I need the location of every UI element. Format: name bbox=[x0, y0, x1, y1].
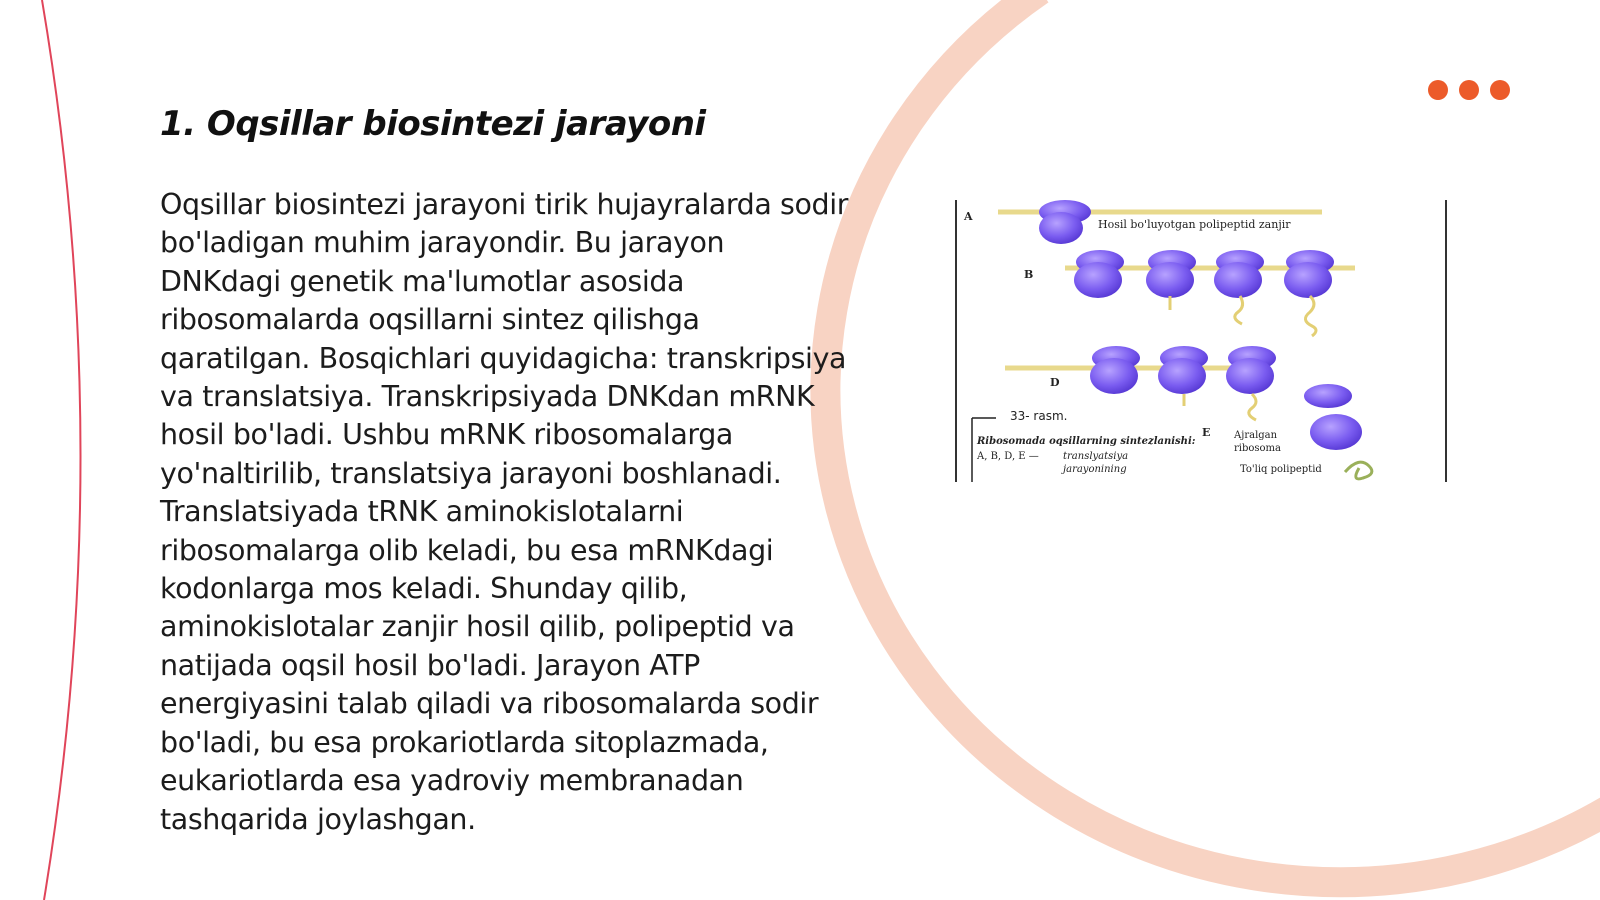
ribosome bbox=[1214, 250, 1264, 298]
ribosome bbox=[1226, 346, 1276, 394]
ribosome bbox=[1074, 250, 1124, 298]
figure-caption-title: Ribosomada oqsillarning sintezlanishi: bbox=[977, 436, 1196, 447]
ribosome-figure bbox=[950, 200, 1450, 482]
ribosome bbox=[1146, 250, 1196, 298]
figure-caption-line: A, B, D, E — bbox=[977, 451, 1039, 462]
left-curve-line bbox=[42, 0, 81, 900]
dot-1 bbox=[1428, 80, 1448, 100]
polypeptide-label: Hosil bo'luyotgan polipeptid zanjir bbox=[1098, 218, 1291, 231]
full-polypeptide-label: To'liq polipeptid bbox=[1240, 464, 1322, 475]
figure-label-a: A bbox=[964, 210, 973, 223]
figure-caption-cut: jarayonining bbox=[1063, 464, 1127, 475]
separated-ribosome-label-1: Ajralgan bbox=[1234, 430, 1278, 441]
figure-label-e: E bbox=[1202, 426, 1211, 439]
ribosome bbox=[1284, 250, 1334, 298]
slide-title: 1. Oqsillar biosintezi jarayoni bbox=[160, 104, 706, 144]
slide-body-text: Oqsillar biosintezi jarayoni tirik hujayralarda sodir bo'ladigan muhim jarayondir. Bu jarayon DNKdagi genetik ma'lumotlar asosida ribosomalarda oqsillarni sintez qilishga qaratilgan. Bosqichlari quyidagicha: transkripsiya va translatsiya. Transkripsiyada DNKdan mRNK hosil bo'ladi. Ushbu mRNK ribosomalarga yo'naltirilib, translatsiya jarayoni boshlanadi. Translatsiyada tRNK aminokislotalarni ribosomalarga olib keladi, bu esa mRNKdagi kodonlarga mos keladi. Shunday qilib, aminokislotalar zanjir hosil qilib, polipeptid va natijada oqsil hosil bo'ladi. Jarayon ATP energiyasini talab qiladi va ribosomalarda sodir bo'ladi, bu esa prokariotlarda sitoplazmada, eukariotlarda esa yadroviy membranadan tashqarida joylashgan. bbox=[160, 188, 849, 836]
figure-caption-term: translyatsiya bbox=[1063, 451, 1129, 462]
dot-3 bbox=[1490, 80, 1510, 100]
dot-2 bbox=[1459, 80, 1479, 100]
figure-label-b: B bbox=[1024, 268, 1034, 281]
separated-ribosome-label-2: ribosoma bbox=[1234, 443, 1281, 454]
ribosome-subunit-large bbox=[1304, 384, 1352, 408]
more-dots-icon bbox=[1428, 80, 1510, 100]
ribosome-subunit-small bbox=[1310, 414, 1362, 450]
figure-label-d: D bbox=[1050, 376, 1060, 389]
ribosome bbox=[1039, 200, 1091, 244]
ribosome bbox=[1090, 346, 1140, 394]
ribosome bbox=[1158, 346, 1208, 394]
figure-number-label: 33- rasm. bbox=[1010, 409, 1068, 423]
